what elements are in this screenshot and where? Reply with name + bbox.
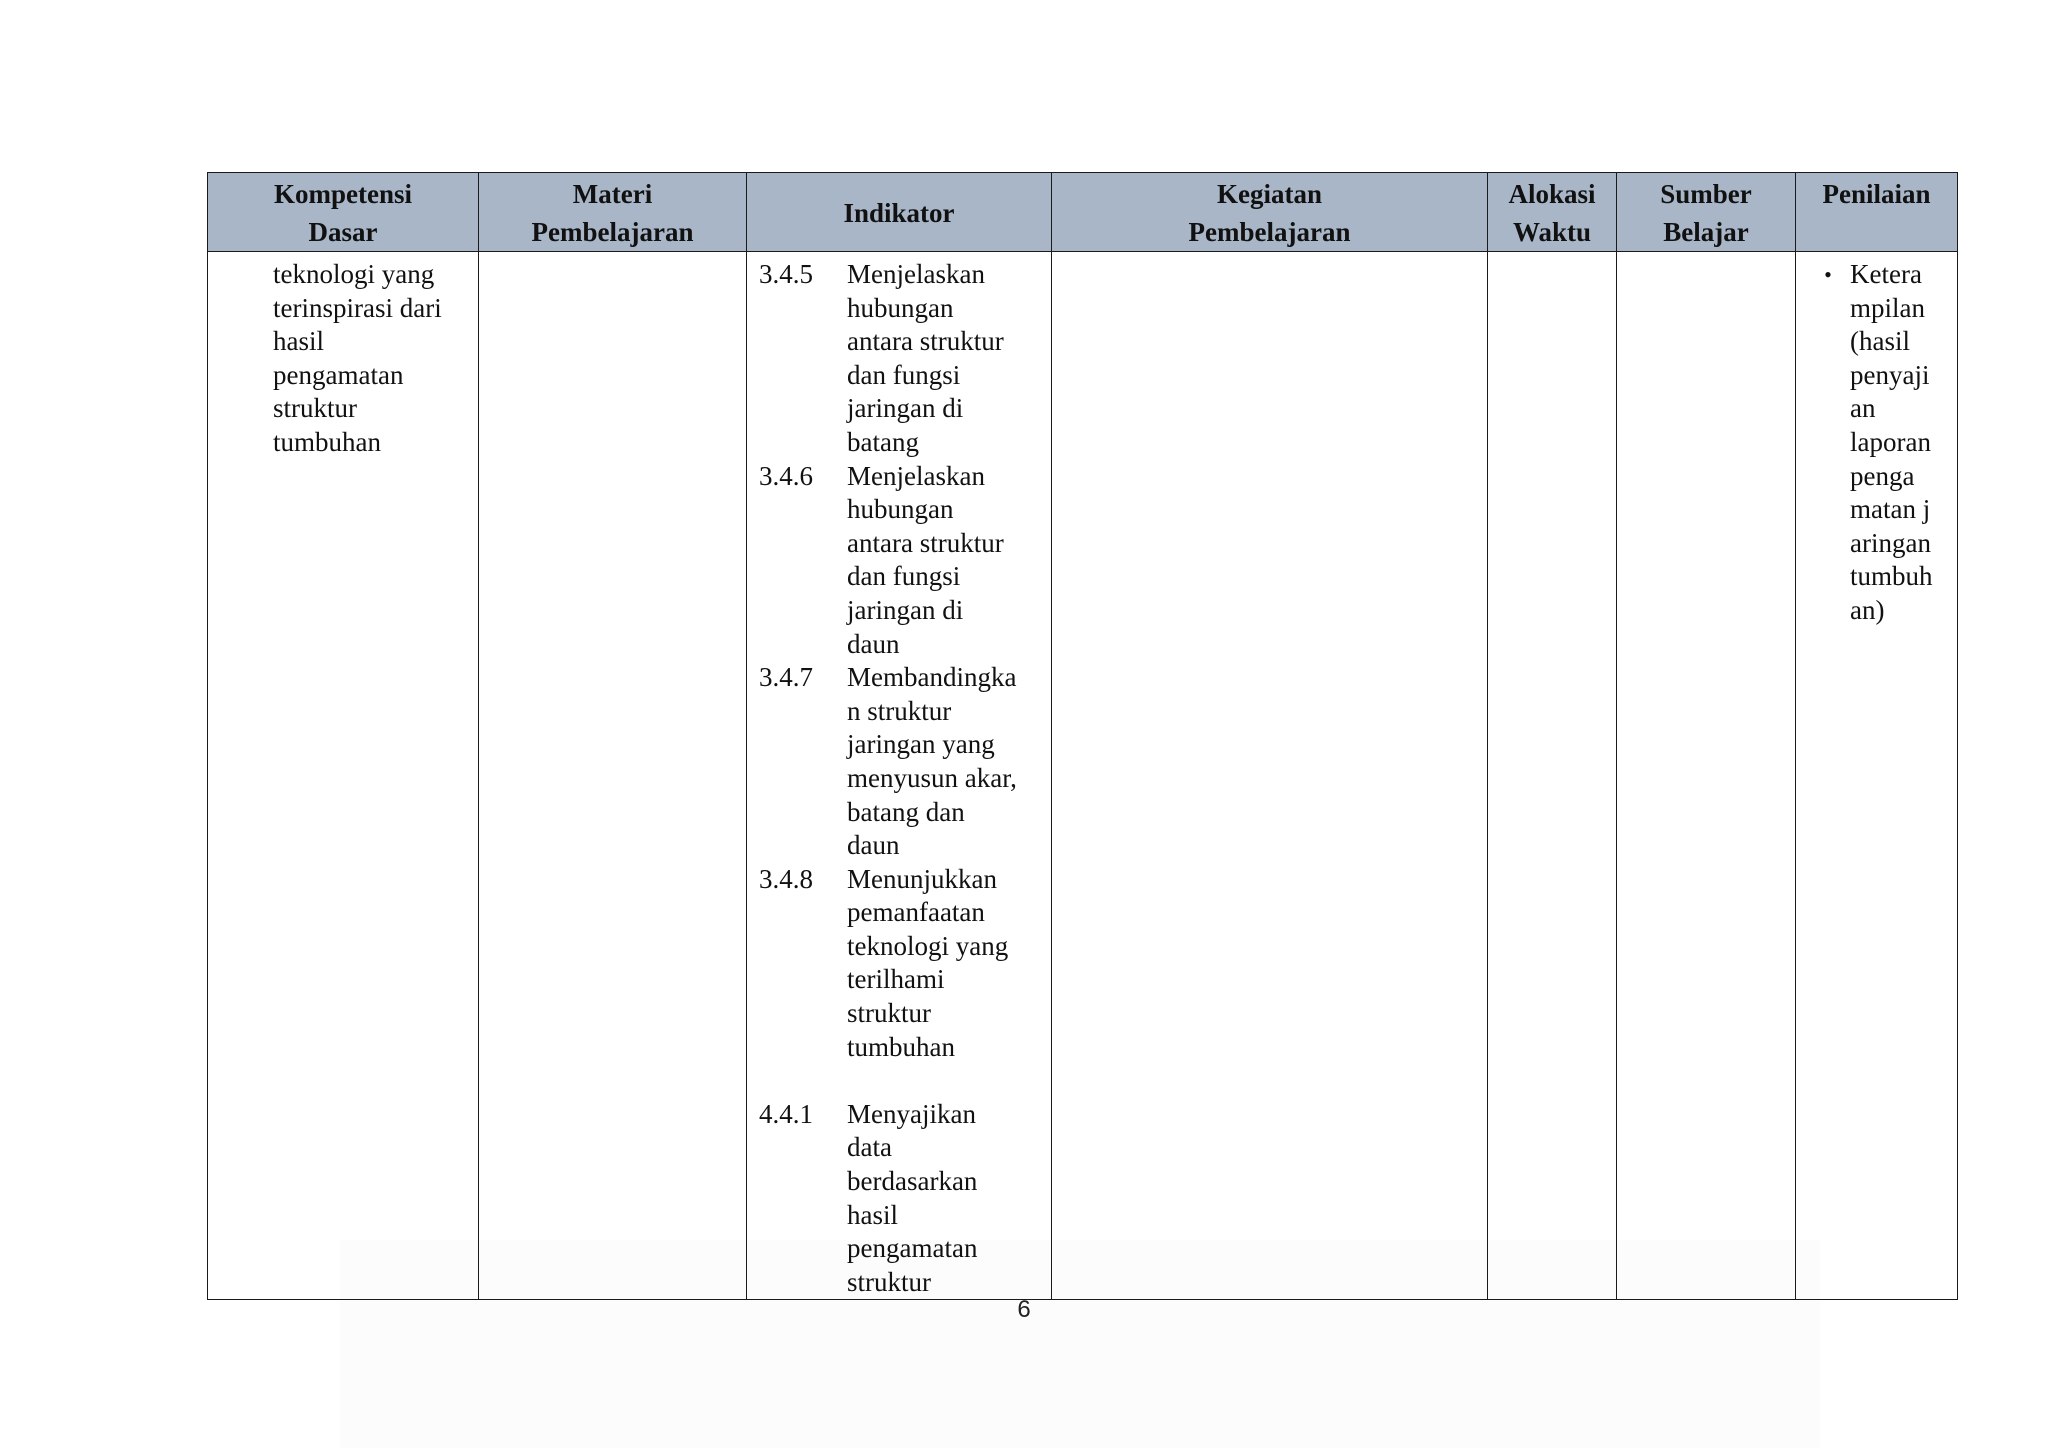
indikator-item — [759, 863, 1043, 1065]
indikator-item — [759, 1098, 1043, 1300]
cell-sumber-belajar — [1617, 252, 1796, 1300]
cell-indikator — [747, 252, 1052, 1300]
kompetensi-dasar-text: teknologi yang terinspirasi dari hasil pengamatan struktur tumbuhan — [273, 259, 442, 457]
indikator-item — [759, 661, 1043, 863]
penilaian-list-item — [1796, 252, 1957, 628]
bullet-icon: • — [1824, 262, 1832, 287]
cell-materi-pembelajaran — [479, 252, 747, 1300]
header-indikator: Indikator — [747, 173, 1052, 252]
indikator-number: 4.4.1 — [759, 1098, 813, 1129]
indikator-item — [759, 460, 1043, 662]
indikator-number: 3.4.7 — [759, 662, 813, 693]
indikator-text: Menunjukkan pemanfaatan teknologi yang terilhami struktur tumbuhan — [847, 863, 1009, 1062]
header-kegiatan-pembelajaran: Kegiatan Pembelajaran — [1052, 173, 1488, 252]
cell-kegiatan-pembelajaran — [1052, 252, 1488, 1300]
cell-alokasi-waktu — [1488, 252, 1617, 1300]
table-header-row — [208, 173, 1958, 252]
indikator-item — [759, 258, 1043, 460]
lesson-plan-table — [207, 172, 1958, 1300]
indikator-number: 3.4.6 — [759, 460, 813, 491]
indikator-text: Menjelaskan hubungan antara struktur dan fungsi jaringan di daun — [847, 460, 1004, 659]
table-row — [208, 252, 1958, 1300]
indikator-number: 3.4.8 — [759, 863, 813, 894]
header-alokasi-waktu: Alokasi Waktu — [1488, 173, 1617, 252]
indikator-text: Menyajikan data berdasarkan hasil pengamatan struktur — [847, 1098, 978, 1297]
indikator-text: Menjelaskan hubungan antara struktur dan fungsi jaringan di batang — [847, 259, 1004, 457]
cell-kompetensi-dasar — [208, 252, 479, 1300]
page-number: 6 — [1017, 1296, 1031, 1323]
penilaian-text: Ketera mpilan (hasil penyaji an laporan penga matan j aringan tumbuh an) — [1850, 259, 1933, 625]
header-kompetensi-dasar: Kompetensi Dasar — [208, 173, 479, 252]
indikator-list — [747, 252, 1051, 1299]
cell-penilaian — [1796, 252, 1958, 1300]
header-sumber-belajar: Sumber Belajar — [1617, 173, 1796, 252]
header-materi-pembelajaran: Materi Pembelajaran — [479, 173, 747, 252]
indikator-text: Membandingka n struktur jaringan yang menyusun akar, batang dan daun — [847, 662, 1017, 861]
header-penilaian: Penilaian — [1796, 173, 1958, 252]
indikator-number: 3.4.5 — [759, 259, 813, 289]
